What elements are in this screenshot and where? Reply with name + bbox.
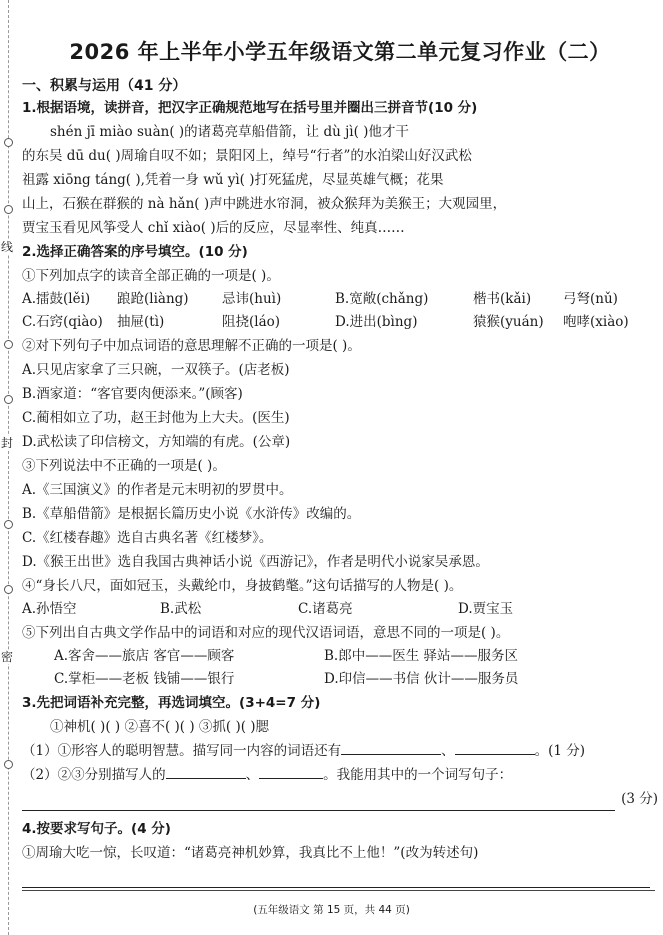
prompt-text: 。我能用其中的一个词写句子： (323, 767, 513, 783)
option[interactable]: C.石窍(qiào) (22, 314, 103, 330)
idiom-fill-row[interactable]: ①神机( )( ) ②喜不( )( ) ③抓( )( )腮 (50, 719, 270, 735)
gutter-circle (4, 585, 13, 594)
option[interactable]: C.《红楼春趣》选自古典名著《红楼梦》。 (22, 530, 273, 546)
gutter-circle (4, 520, 13, 529)
option[interactable]: D.贾宝玉 (458, 601, 514, 617)
sub-question[interactable]: ⑤下列出自古典文学作品中的词语和对应的现代汉语词语，意思不同的一项是( )。 (22, 625, 510, 641)
option[interactable]: 猿猴(yuán) (473, 314, 544, 330)
answer-blank[interactable] (166, 763, 246, 779)
passage-line[interactable]: 祖露 xiōng táng( ),凭着一身 wǔ yì( )打死猛虎，尽显英雄气概；花果 (22, 172, 444, 188)
score-text: (3 分) (621, 791, 658, 807)
sub-question (22, 763, 658, 787)
sub-question[interactable]: ①周瑜大吃一惊，长叹道：“诸葛亮神机妙算，我真比不上他！”(改为转述句) (22, 845, 479, 861)
option[interactable]: B.武松 (160, 601, 202, 617)
option[interactable]: D.《猴王出世》选自我国古典神话小说《西游记》，作者是明代小说家吴承恩。 (22, 554, 489, 570)
option[interactable]: B.郎中——医生 驿站——服务区 (324, 648, 519, 664)
page-footer: (五年级语文 第 15 页，共 44 页) (253, 904, 410, 916)
sub-question[interactable]: ②对下列句子中加点词语的意思理解不正确的一项是( )。 (22, 338, 361, 354)
answer-blank[interactable] (259, 763, 323, 779)
page-title: 2026 年上半年小学五年级语文第二单元复习作业（二） (69, 40, 611, 64)
option-row (22, 288, 658, 311)
prompt-text: （1）①形容人的聪明智慧。描写同一内容的词语还有 (22, 743, 342, 759)
option[interactable]: C.诸葛亮 (298, 601, 353, 617)
option[interactable]: B.《草船借箭》是根据长篇历史小说《水浒传》改编的。 (22, 506, 361, 522)
option-row (22, 668, 658, 691)
option-row (22, 645, 658, 668)
sub-question[interactable]: ③下列说法中不正确的一项是( )。 (22, 458, 226, 474)
gutter-circle (4, 138, 13, 147)
sub-question[interactable]: ①下列加点字的读音全部正确的一项是( )。 (22, 268, 280, 284)
answer-line-row (22, 787, 658, 811)
answer-line[interactable] (22, 869, 650, 888)
option[interactable]: 阻挠(láo) (222, 314, 281, 330)
score-text: 。(1 分) (534, 743, 586, 759)
question-1-passage (22, 120, 658, 240)
option[interactable]: 咆哮(xiào) (563, 314, 629, 330)
separator: 、 (441, 743, 455, 759)
section-heading: 一、积累与运用（41 分） (22, 78, 187, 94)
option[interactable]: C.掌柜——老板 钱铺——银行 (54, 671, 235, 687)
passage-line[interactable]: 的东吴 dū du( )周瑜自叹不如；景阳冈上，绰号“行者”的水泊梁山好汉武松 (22, 148, 472, 164)
gutter-char-mi: 密 (1, 650, 14, 664)
gutter-circle (4, 340, 13, 349)
passage-line[interactable]: shén jī miào suàn( )的诸葛亮草船借箭，让 dù jì( )他才干 (50, 124, 409, 140)
gutter-circle (4, 205, 13, 214)
answer-blank[interactable] (341, 739, 441, 755)
passage-line[interactable]: 山上，石猴在群猴的 nà hǎn( )声中跳进水帘洞，被众猴拜为美猴王；大观园里， (22, 196, 507, 212)
binding-gutter (0, 0, 18, 935)
option[interactable]: 楷书(kǎi) (473, 291, 532, 307)
sub-question (22, 739, 658, 763)
option-row (22, 598, 658, 621)
option[interactable]: 抽屉(tì) (117, 314, 165, 330)
option[interactable]: B.酒家道：“客官要肉便添来。”(顾客) (22, 386, 243, 402)
option[interactable]: 忌讳(huì) (222, 291, 282, 307)
sub-question[interactable]: ④“身长八尺，面如冠玉，头戴纶巾，身披鹤氅。”这句话描写的人物是( )。 (22, 578, 463, 594)
question-2-heading: 2.选择正确答案的序号填空。(10 分) (22, 244, 248, 260)
option[interactable]: A.《三国演义》的作者是元末明初的罗贯中。 (22, 482, 293, 498)
option[interactable]: 踉跄(liàng) (117, 291, 189, 307)
option-row (22, 311, 658, 334)
worksheet (22, 0, 658, 888)
option[interactable]: A.客舍——旅店 客官——顾客 (54, 648, 235, 664)
option[interactable]: 弓弩(nǔ) (563, 291, 618, 307)
option[interactable]: D.武松读了印信榜文，方知端的有虎。(公章) (22, 434, 291, 450)
answer-line[interactable] (22, 793, 615, 811)
gutter-char-xian: 线 (1, 240, 14, 254)
gutter-circle (4, 760, 13, 769)
option[interactable]: A.擂鼓(lěi) (22, 291, 91, 307)
option[interactable]: D.印信——书信 伙计——服务员 (324, 671, 519, 687)
option[interactable]: B.宽敞(chǎng) (335, 291, 429, 307)
question-1-heading: 1.根据语境，读拼音，把汉字正确规范地写在括号里并圈出三拼音节(10 分) (22, 100, 478, 116)
passage-line[interactable]: 贾宝玉看见风筝受人 chǐ xiào( )后的反应，尽显率性、纯真…… (22, 220, 405, 236)
option[interactable]: A.只见店家拿了三只碗，一双筷子。(店老板) (22, 362, 290, 378)
answer-blank[interactable] (455, 739, 535, 755)
footer-rule (22, 890, 655, 891)
option[interactable]: D.进出(bìng) (335, 314, 418, 330)
question-3-heading: 3.先把词语补充完整，再选词填空。(3+4=7 分) (22, 695, 321, 711)
gutter-char-feng: 封 (1, 436, 14, 450)
separator: 、 (245, 767, 260, 783)
question-4-heading: 4.按要求写句子。(4 分) (22, 821, 171, 837)
gutter-circle (4, 395, 13, 404)
prompt-text: （2）②③分别描写人的 (22, 767, 166, 783)
option[interactable]: A.孙悟空 (22, 601, 77, 617)
option[interactable]: C.蔺相如立了功，赵王封他为上大夫。(医生) (22, 410, 290, 426)
